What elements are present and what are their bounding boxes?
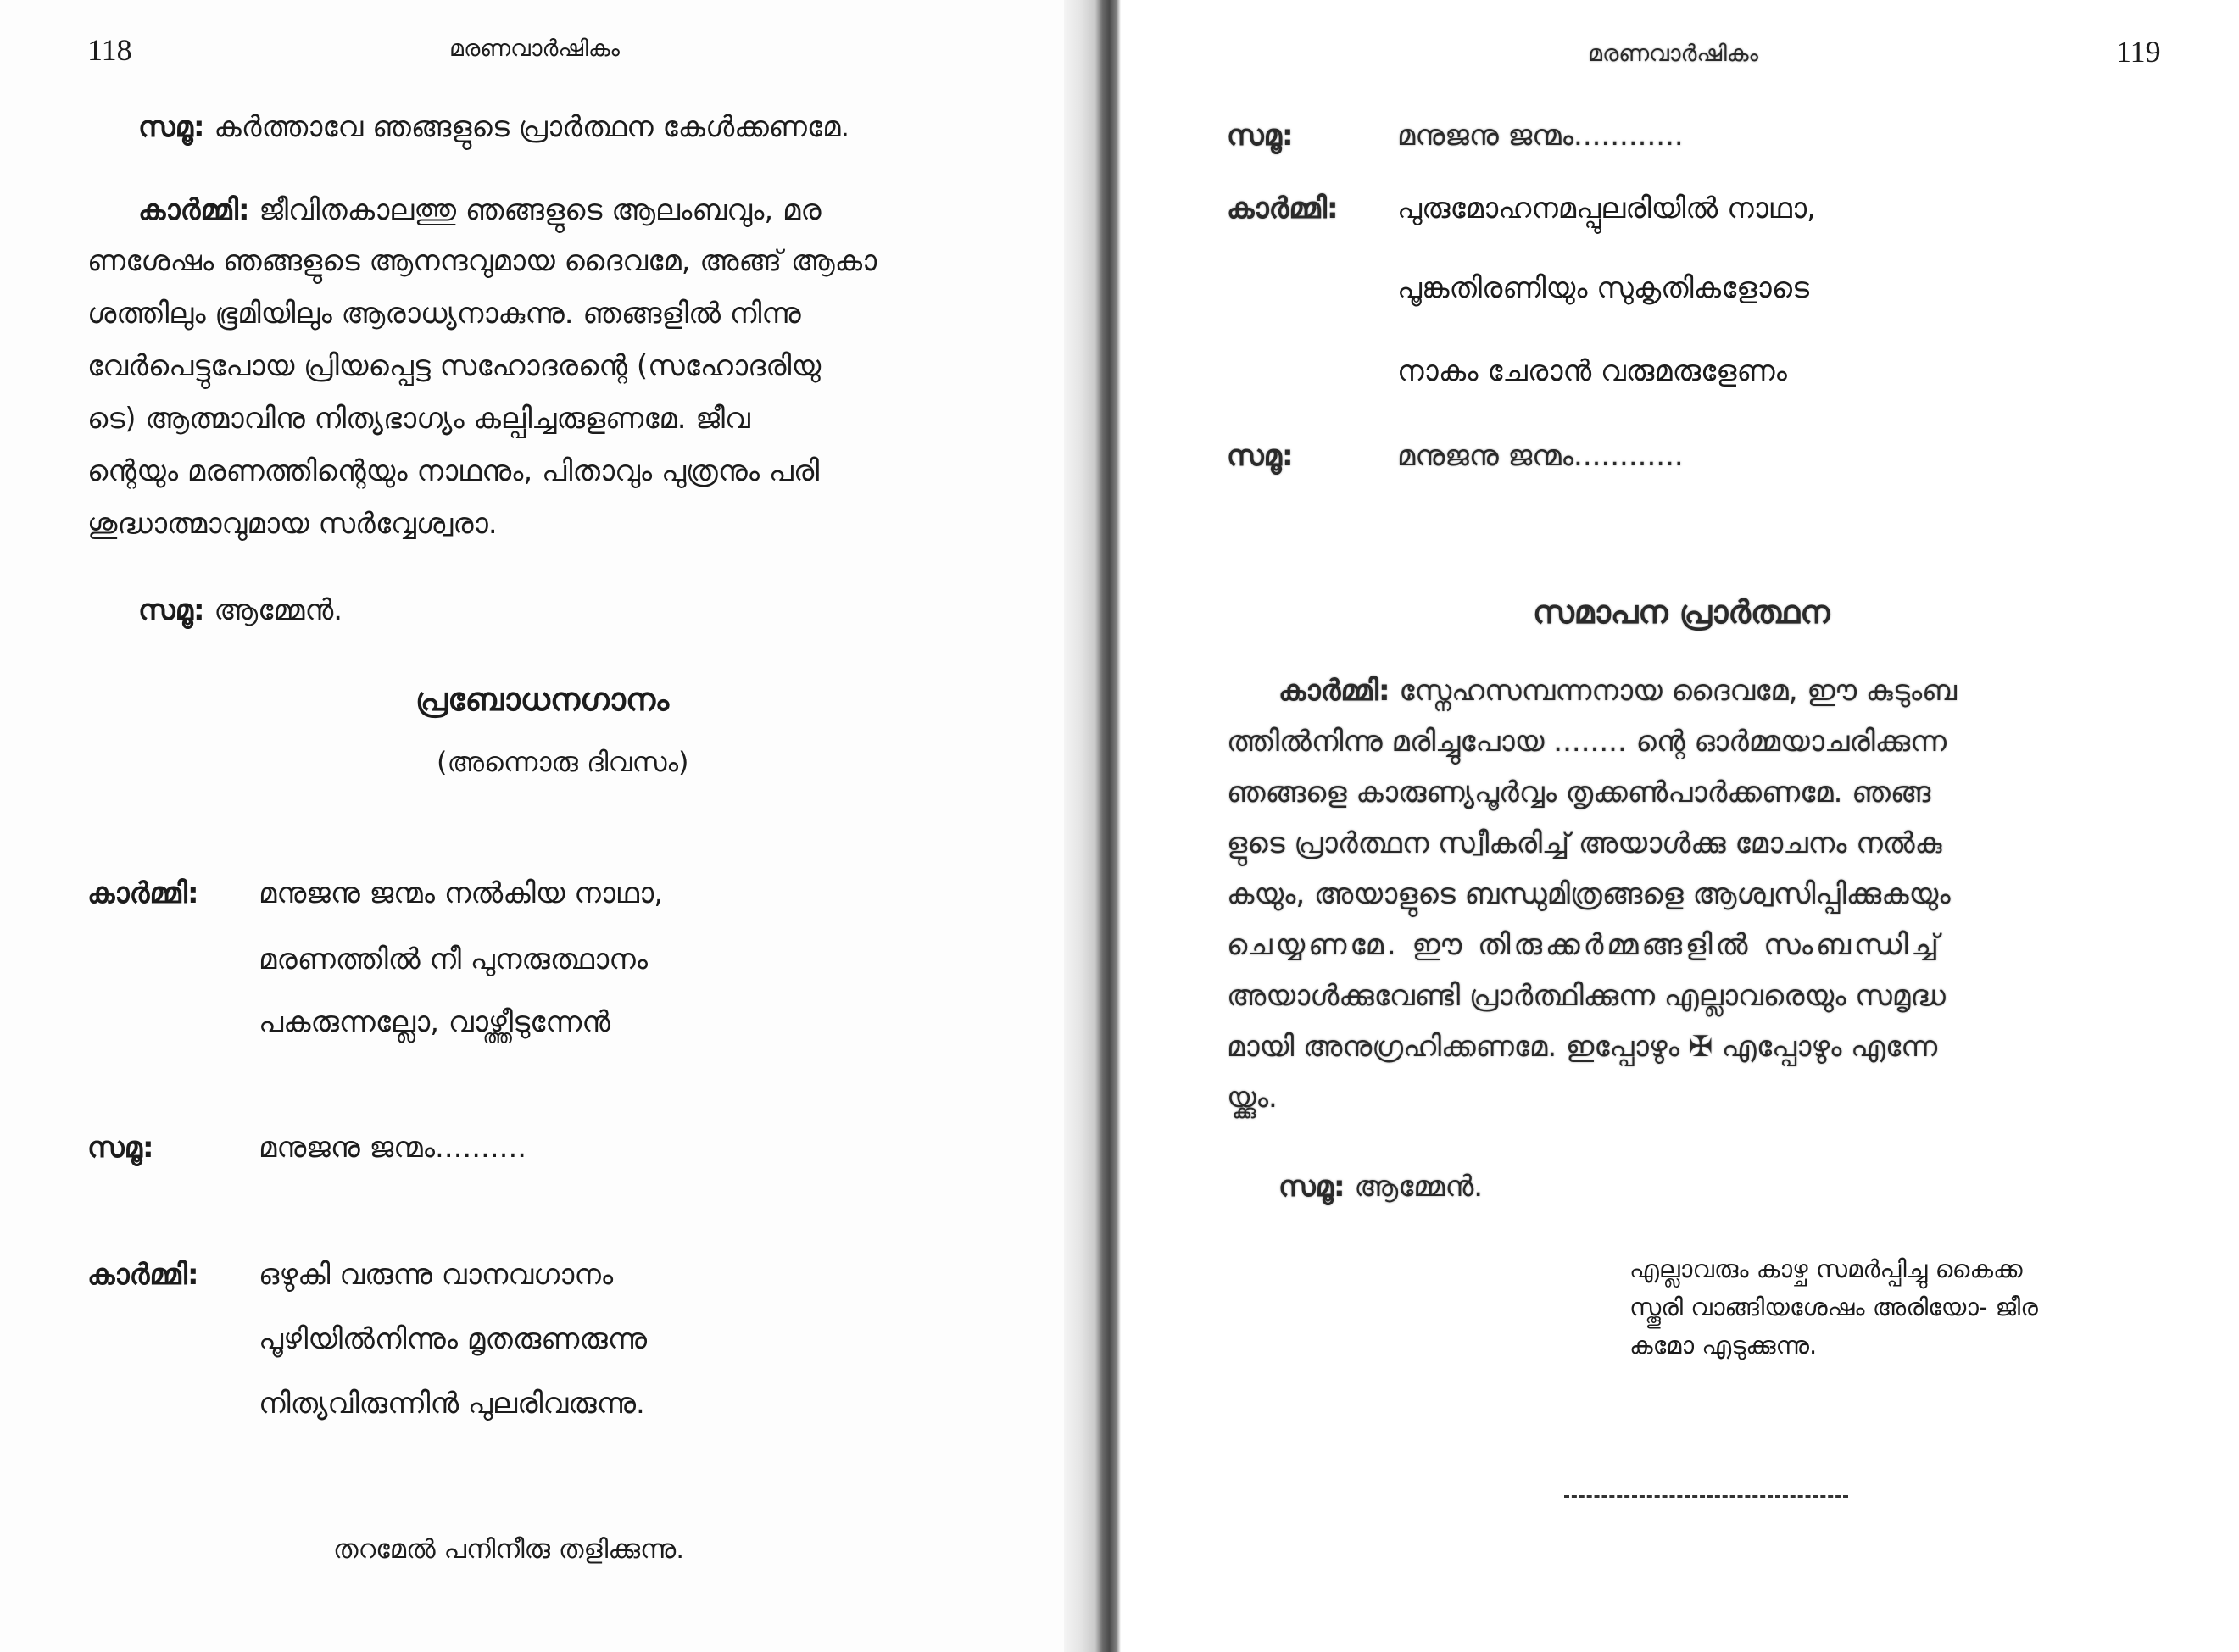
section-title: പ്രബോധനഗാനം [415, 681, 670, 718]
prayer-line: യ്ക്കും. [1227, 1081, 1278, 1115]
rubric-line: എല്ലാവരും കാഴ്ച സമർപ്പിച്ചു കൈക്ക [1629, 1254, 2023, 1283]
prayer-line: കാർമ്മി: ജീവിതകാലത്തു ഞങ്ങളുടെ ആലംബവും, മര [138, 193, 822, 227]
verse-line: മനുജനു ജന്മം നൽകിയ നാഥാ, [259, 876, 664, 910]
prayer-line: വേർപെട്ടുപോയ പ്രിയപ്പെട്ട സഹോദരന്റെ (സഹോദരിയു [87, 349, 822, 383]
prayer-line: ളുടെ പ്രാർത്ഥന സ്വീകരിച്ച് അയാൾക്കു മോചനം നൽകു [1227, 826, 1942, 860]
prayer-line: ന്റെയും മരണത്തിന്റെയും നാഥനും, പിതാവും പുത്രനും പരി [87, 454, 820, 488]
prayer-line: കയും, അയാളുടെ ബന്ധുമിത്രങ്ങളെ ആശ്വസിപ്പിക്കുകയും [1227, 877, 1951, 911]
rubric-line: കമോ എടുക്കുന്നു. [1629, 1331, 1818, 1360]
prayer-line: ത്തിൽനിന്നു മരിച്ചുപോയ ........ ന്റെ ഓർമ്മയാചരിക്കുന്ന [1227, 725, 1947, 759]
rubric-line: സ്തൂരി വാങ്ങിയശേഷം അരിയോ- ജീര [1629, 1293, 2038, 1321]
running-head-left: മരണവാർഷികം [449, 36, 620, 62]
response-line: സമൂ: ആമ്മേൻ. [1278, 1170, 1484, 1204]
response-text: കർത്താവേ ഞങ്ങളുടെ പ്രാർത്ഥന കേൾക്കണമേ. [214, 110, 850, 144]
refrain-text: മനുജനു ജന്മം............ [1397, 119, 1684, 153]
verse-line: പൂഴിയിൽനിന്നും മൃതരുണരുന്നു [259, 1322, 648, 1356]
section-title: സമാപന പ്രാർത്ഥന [1533, 593, 1830, 631]
speaker-label: സമൂ: [138, 593, 205, 627]
prayer-line: അയാൾക്കുവേണ്ടി പ്രാർത്ഥിക്കുന്ന എല്ലാവരെയും സമൃദ്ധ [1227, 979, 1946, 1013]
response-line [138, 110, 849, 144]
prayer-line: മായി അനുഗ്രഹിക്കണമേ. ഇപ്പോഴും ✠ എപ്പോഴും എന്നേ [1227, 1030, 1938, 1064]
verse-line: പുരുമോഹനമപ്പുലരിയിൽ നാഥാ, [1397, 192, 1816, 225]
refrain-text: മനുജനു ജന്മം............ [1397, 439, 1684, 473]
end-divider [1564, 1495, 1848, 1498]
prayer-line: ഞങ്ങളെ കാരുണ്യപൂർവ്വം തൃക്കൺപാർക്കണമേ. ഞങ്ങ [1227, 776, 1931, 809]
prayer-line: ചെയ്യണമേ. ഈ തിരുക്കർമ്മങ്ങളിൽ സംബന്ധിച്ച് [1227, 928, 1942, 962]
verse-line: പകരുന്നല്ലോ, വാഴ്ത്തീടുന്നേൻ [259, 1005, 610, 1039]
verse-line: പൂങ്കതിരണിയും സുകൃതികളോടെ [1397, 271, 1810, 305]
verse-line: മരണത്തിൽ നീ പുനരുത്ഥാനം [259, 943, 648, 976]
speaker-label: സമൂ: [87, 1131, 154, 1165]
prayer-line: ശത്തിലും ഭൂമിയിലും ആരാധ്യനാകുന്നു. ഞങ്ങളിൽ നിന്നു [87, 297, 801, 331]
verse-line: ഒഴുകി വരുന്നു വാനവഗാനം [259, 1258, 614, 1292]
verse-line: നിത്യവിരുന്നിൻ പുലരിവരുന്നു. [259, 1387, 645, 1421]
prayer-line: ണശേഷം ഞങ്ങളുടെ ആനന്ദവുമായ ദൈവമേ, അങ്ങ് ആകാ [87, 244, 877, 278]
speaker-label: കാർമ്മി: [1227, 192, 1339, 225]
speaker-label: സമൂ: [1227, 119, 1294, 153]
response-line: സമൂ: ആമ്മേൻ. [138, 593, 343, 627]
speaker-label: സമൂ: [1278, 1170, 1345, 1204]
prayer-line: കാർമ്മി: സ്നേഹസമ്പന്നനായ ദൈവമേ, ഈ കുടുംബ [1278, 674, 1957, 708]
rubric: തറമേൽ പനിനീരു തളിക്കുന്നു. [333, 1534, 685, 1565]
page-number-right: 119 [2116, 35, 2161, 69]
section-subtitle: (അന്നൊരു ദിവസം) [437, 746, 689, 778]
verse-line: നാകം ചേരാൻ വരുമരുളേണം [1397, 354, 1787, 388]
book-gutter [1064, 0, 1121, 1652]
speaker-label: കാർമ്മി: [87, 1258, 199, 1292]
refrain-text: മനുജനു ജന്മം.......... [259, 1131, 527, 1165]
prayer-line: ടെ) ആത്മാവിനു നിത്യഭാഗ്യം കല്പിച്ചരുളണമേ. ജീവ [87, 402, 750, 436]
speaker-label: സമൂ: [138, 110, 205, 144]
speaker-label: കാർമ്മി: [87, 876, 199, 910]
speaker-label: കാർമ്മി: [138, 193, 250, 227]
prayer-line: ശുദ്ധാത്മാവുമായ സർവ്വേശ്വരാ. [87, 507, 498, 541]
speaker-label: സമൂ: [1227, 439, 1294, 473]
speaker-label: കാർമ്മി: [1278, 674, 1390, 708]
running-head-right: മരണവാർഷികം [1588, 41, 1758, 67]
page-number-left: 118 [87, 33, 132, 67]
